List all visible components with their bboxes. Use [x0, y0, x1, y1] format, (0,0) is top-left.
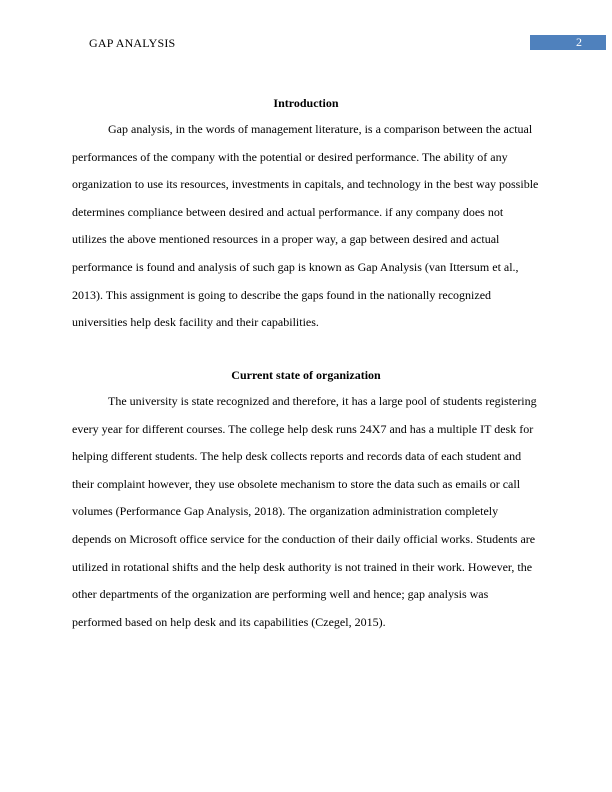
paragraph-line: The university is state recognized and therefore, it has a large pool of students registering	[108, 394, 537, 408]
paragraph-line: every year for different courses. The college help desk runs 24X7 and has a multiple IT desk for	[72, 421, 534, 436]
paragraph-line: performance is found and analysis of such gap is known as Gap Analysis (van Ittersum et al.,	[72, 259, 519, 274]
paragraph-line: organization to use its resources, investments in capitals, and technology in the best way possible	[72, 177, 539, 192]
paragraph-line: performed based on help desk and its capabilities (Czegel, 2015).	[72, 614, 386, 629]
paragraph-line: helping different students. The help desk collects reports and records data of each student and	[72, 449, 522, 464]
running-head: GAP ANALYSIS	[89, 36, 176, 50]
paragraph-line: utilized in rotational shifts and the help desk authority is not trained in their work. However, the	[72, 559, 533, 574]
paragraph-line: other departments of the organization are performing well and hence; gap analysis was	[72, 587, 489, 602]
paragraph-line: Gap analysis, in the words of management literature, is a comparison between the actual	[108, 122, 533, 136]
paragraph-line: volumes (Performance Gap Analysis, 2018). The organization administration completely	[72, 504, 499, 519]
page-number-badge: 2	[530, 35, 606, 50]
paragraph-line: their complaint however, they use obsolete mechanism to store the data such as emails or call	[72, 476, 521, 491]
section-heading-current-state: Current state of organization	[231, 368, 381, 382]
paragraph-line: 2013). This assignment is going to describe the gaps found in the nationally recognized	[72, 287, 492, 302]
current-state-paragraph	[72, 388, 542, 636]
section-heading-introduction: Introduction	[273, 96, 339, 110]
paragraph-line: universities help desk facility and their capabilities.	[72, 315, 319, 330]
paragraph-line: utilizes the above mentioned resources in a proper way, a gap between desired and actual	[72, 232, 500, 247]
paragraph-line: performances of the company with the potential or desired performance. The ability of any	[72, 149, 508, 164]
paragraph-line: determines compliance between desired and actual performance. if any company does not	[72, 204, 504, 219]
paragraph-line: depends on Microsoft office service for the conduction of their daily official works. Students are	[72, 531, 536, 546]
introduction-paragraph	[72, 116, 542, 337]
